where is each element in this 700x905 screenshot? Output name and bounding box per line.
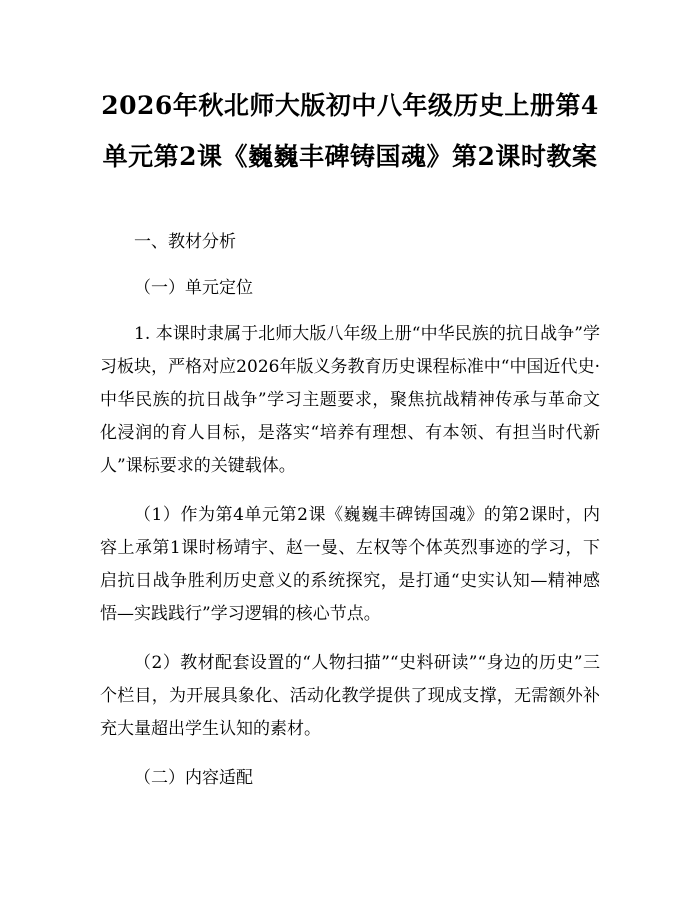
paragraph-lesson-role: （1）作为第4单元第2课《巍巍丰碑铸国魂》的第2课时，内容上承第1课时杨靖宇、赵一曼、左权等个体英烈事迹的学习，下启抗日战争胜利历史意义的系统探究，是打通“史实认知—精神感悟—实践践行”学习逻辑的核心节点。: [100, 505, 600, 624]
section-heading-textbook-analysis: 一、教材分析: [134, 232, 236, 252]
document-title: 2026年秋北师大版初中八年级历史上册第4单元第2课《巍巍丰碑铸国魂》第2课时教案: [101, 91, 599, 171]
paragraph-textbook-columns: （2）教材配套设置的“人物扫描”“史料研读”“身边的历史”三个栏目，为开展具象化、活动化教学提供了现成支撑，无需额外补充大量超出学生认知的素材。: [100, 653, 600, 739]
subsection-heading-unit-positioning: （一）单元定位: [134, 278, 253, 298]
subsection-heading-content-fit: （二）内容适配: [134, 768, 253, 788]
paragraph-unit-positioning: 1. 本课时隶属于北师大版八年级上册“中华民族的抗日战争”学习板块，严格对应2026年版义务教育历史课程标准中“中国近代史·中华民族的抗日战争”学习主题要求，聚焦抗战精神传承与革命文化浸润的育人目标，是落实“培养有理想、有本领、有担当时代新人”课标要求的关键载体。: [100, 324, 600, 476]
document-body: [100, 226, 600, 808]
